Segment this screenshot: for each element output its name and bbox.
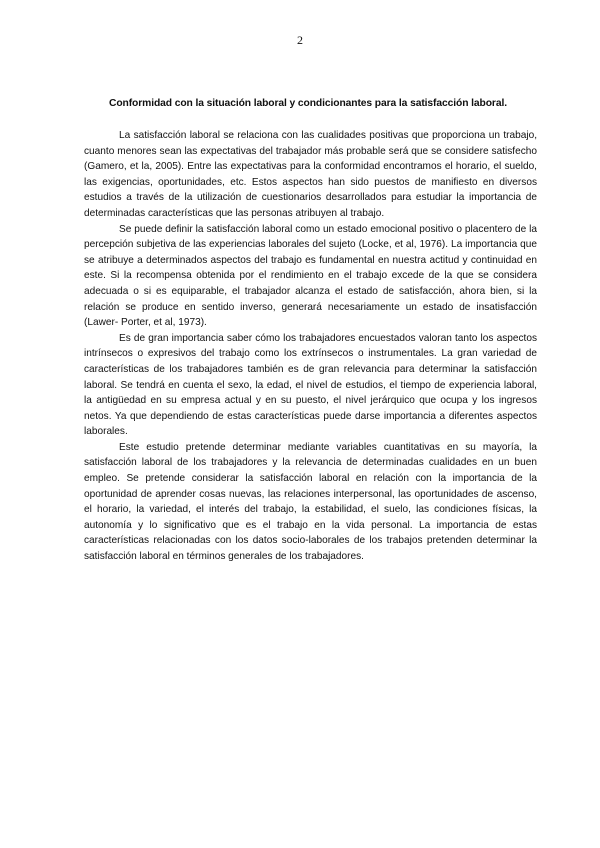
paragraph: Este estudio pretende determinar mediante variables cuantitativas en su mayoría, la satisfacción laboral de los trabajadores y la relevancia de determinadas cualidades en un buen empleo. Se pretende considerar la satisfacción laboral en relación con la importancia de la oportunidad de aprender cosas nuevas, las relaciones interpersonal, las oportunidades de ascenso, el horario, la variedad, el interés del trabajo, la estabilidad, el suelo, las condiciones físicas, la autonomía y lo significativo que es el trabajo en la vida personal. La importancia de estas características relacionadas con los datos socio-laborales de los trabajos pretenden determinar la satisfacción laboral en términos generales de los trabajadores. — [84, 441, 537, 563]
section-heading: Conformidad con la situación laboral y condicionantes para la satisfacción laboral. — [109, 98, 507, 109]
body-text — [84, 128, 537, 565]
paragraph: Es de gran importancia saber cómo los trabajadores encuestados valoran tanto los aspectos intrínsecos o expresivos del trabajo como los extrínsecos o instrumentales. La gran variedad de características de los trabajadores también es de gran relevancia para determinar la satisfacción laboral. Se tendrá en cuenta el sexo, la edad, el nivel de estudios, el tiempo de experiencia laboral, la antigüedad en su empresa actual y en su puesto, el nivel jerárquico que ocupa y los ingresos netos. Ya que dependiendo de estas características puede darse importancia a diferentes aspectos laborales. — [84, 332, 537, 438]
page-number: 2 — [297, 33, 303, 47]
paragraph: Se puede definir la satisfacción laboral como un estado emocional positivo o placentero de la percepción subjetiva de las experiencias laborales del sujeto (Locke, et al, 1976). La importancia que se atribuye a determinados aspectos del trabajo es fundamental en nuestra actitud y continuidad en este. Si la recompensa obtenida por el rendimiento en el trabajo excede de la que se considera adecuada o si es equiparable, el trabajador alcanza el estado de satisfacción, ahora bien, si la relación se produce en sentido inverso, generará necesariamente un estado de insatisfacción (Lawer- Porter, et al, 1973). — [84, 223, 537, 329]
paragraph: La satisfacción laboral se relaciona con las cualidades positivas que proporciona un trabajo, cuanto menores sean las expectativas del trabajador más probable será que se considere satisfecho (Gamero, et la, 2005). Entre las expectativas para la conformidad encontramos el horario, el sueldo, las exigencias, oportunidades, etc. Estos aspectos han sido puestos de manifiesto en diversos estudios a través de la utilización de cuestionarios desarrollados para estudiar la importancia de determinadas características que las personas atribuyen al trabajo. — [84, 130, 537, 219]
